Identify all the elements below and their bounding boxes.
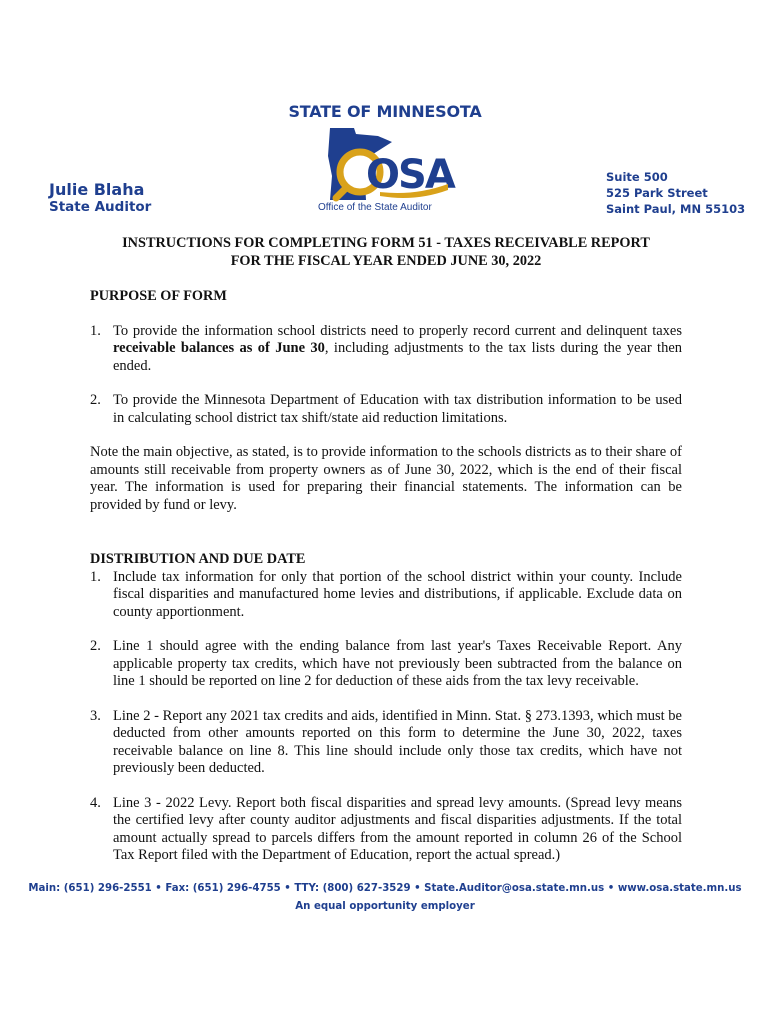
- address-line: 525 Park Street: [606, 186, 708, 200]
- title-line-2: FOR THE FISCAL YEAR ENDED JUNE 30, 2022: [230, 253, 542, 269]
- distribution-item-2: [90, 638, 682, 691]
- title-line-1: INSTRUCTIONS FOR COMPLETING FORM 51 - TAXES RECEIVABLE REPORT: [122, 235, 650, 251]
- purpose-heading: PURPOSE OF FORM: [90, 288, 227, 304]
- item-number: 4.: [90, 794, 101, 811]
- item-number: 2.: [90, 638, 101, 654]
- auditor-title: State Auditor: [49, 199, 152, 215]
- address-line: Saint Paul, MN 55103: [606, 202, 746, 216]
- distribution-heading: DISTRIBUTION AND DUE DATE: [90, 551, 306, 567]
- distribution-item-1: [90, 569, 682, 622]
- item-text: Include tax information for only that portion of the school district within your county. Include fiscal disparities and manufactured home levies and distributions, if applicable. Exclude data on county apportionment.: [113, 568, 682, 620]
- address-line: Suite 500: [606, 170, 668, 184]
- item-text: Line 2 - Report any 2021 tax credits and aids, identified in Minn. Stat. § 273.1393, which must be deducted from other amounts reported on this form to determine the June 30, 2022, taxes receivable balance on line 8. This line should include only those tax credits, which have not previously been deducted.: [113, 707, 682, 776]
- item-text: Line 1 should agree with the ending balance from last year's Taxes Receivable Report. Any applicable property tax credits, which have not previously been subtracted from the balance on line 1 should be reported on line 2 for deduction of these aids from the tax levy receivable.: [113, 638, 682, 689]
- item-text: To provide the information school districts need to properly record current and delinquent taxes receivable balances as of June 30, including adjustments to the tax lists during the year then ended.: [113, 322, 682, 374]
- item-number: 1.: [90, 568, 101, 585]
- item-text: Line 3 - 2022 Levy. Report both fiscal disparities and spread levy amounts. (Spread levy means the certified levy after county auditor adjustments and fiscal disparities adjustments. If the total amount actually spread to parcels differs from the amount reported in column 26 of the School Tax Report filed with the Department of Education, report the actual spread.): [113, 794, 682, 863]
- osa-logo: [320, 126, 460, 202]
- note-paragraph: Note the main objective, as stated, is to provide information to the schools districts as to their share of amounts still receivable from property owners as of June 30, 2022, which is the end of their fiscal year. The information is used for preparing their financial statements. The information can be provided by fund or levy.: [90, 444, 682, 513]
- purpose-item-2: [90, 392, 682, 427]
- logo-letters: OSA: [366, 152, 454, 198]
- distribution-item-3: [90, 708, 682, 778]
- office-label: Office of the State Auditor: [318, 202, 432, 213]
- auditor-name: Julie Blaha: [49, 180, 145, 199]
- document-title: [90, 234, 682, 270]
- item-number: 2.: [90, 392, 101, 408]
- emphasis-text: receivable balances as of June 30: [113, 340, 325, 356]
- item-text: To provide the Minnesota Department of Education with tax distribution information to be used in calculating school district tax shift/state aid reduction limitations.: [113, 392, 682, 426]
- footer-eoe-line: An equal opportunity employer: [295, 901, 475, 912]
- state-title: STATE OF MINNESOTA: [288, 102, 482, 121]
- purpose-item-1: [90, 323, 682, 376]
- document-body: [90, 234, 682, 865]
- footer-contact-line: Main: (651) 296-2551 • Fax: (651) 296-4755 • TTY: (800) 627-3529 • State.Auditor@osa.state.mn.us • www.osa.state.mn.us: [28, 883, 742, 894]
- distribution-item-4: [90, 795, 682, 865]
- office-address: [606, 169, 745, 217]
- item-number: 1.: [90, 322, 101, 339]
- item-number: 3.: [90, 707, 101, 724]
